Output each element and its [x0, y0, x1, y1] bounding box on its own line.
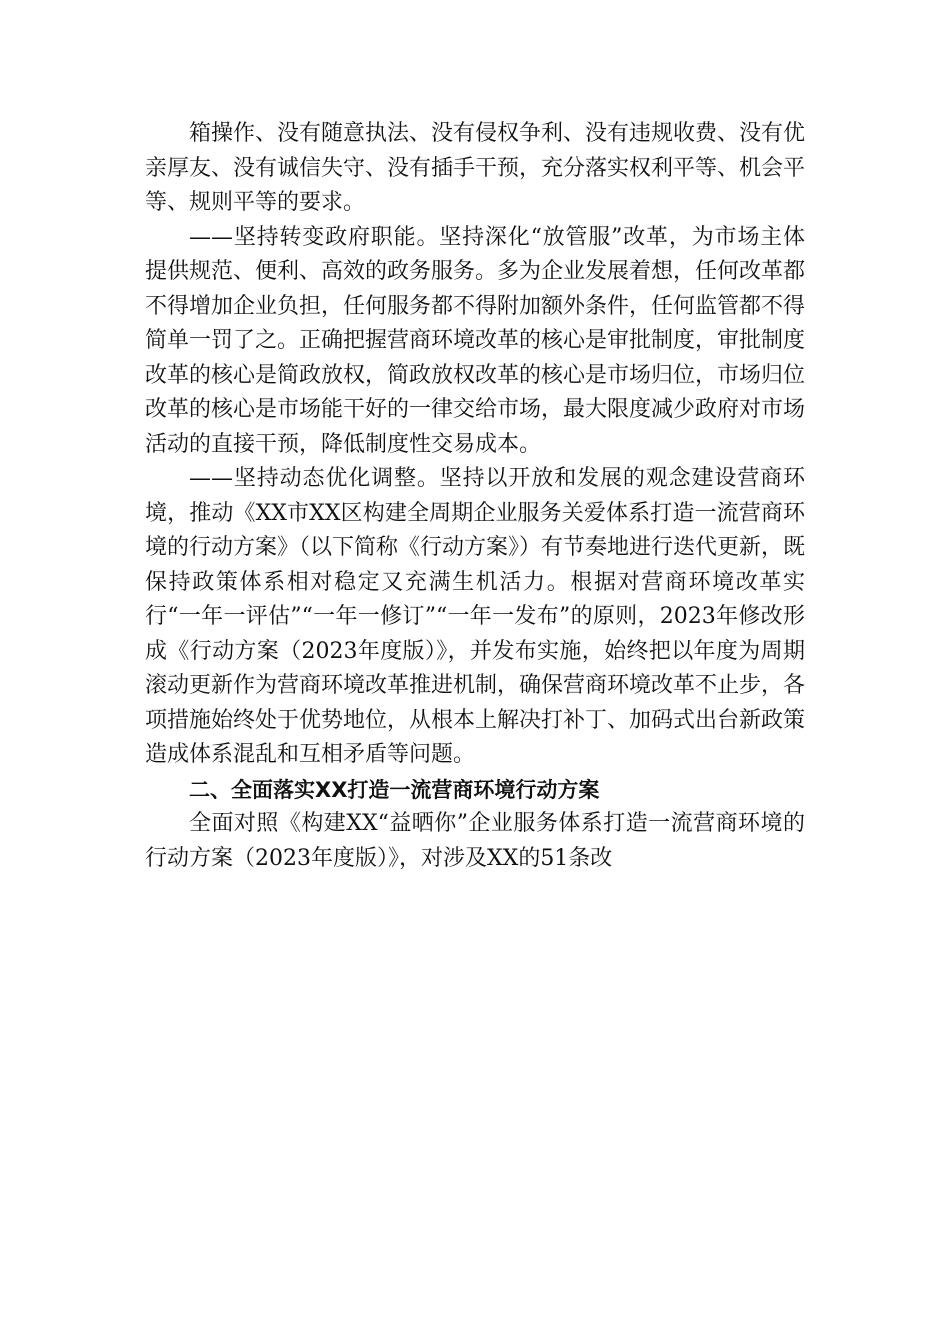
paragraph-fair-competition: 箱操作、没有随意执法、没有侵权争利、没有违规收费、没有优亲厚友、没有诚信失守、没有插手干预，充分落实权利平等、机会平等、规则平等的要求。 — [145, 121, 806, 215]
paragraph-government-functions: ——坚持转变政府职能。坚持深化“放管服”改革，为市场主体提供规范、便利、高效的政务服务。多为企业发展着想，任何改革都不得增加企业负担，任何服务都不得附加额外条件，任何监管都不得简单一罚了之。正确把握营商环境改革的核心是审批制度，审批制度改革的核心是简政放权，简政放权改革的核心是市场归位，市场归位改革的核心是市场能干好的一律交给市场，最大限度减少政府对市场活动的直接干预，降低制度性交易成本。 — [145, 224, 806, 457]
section-heading: 二、全面落实XX打造一流营商环境行动方案 — [189, 777, 600, 802]
paragraph-dynamic-optimization: ——坚持动态优化调整。坚持以开放和发展的观念建设营商环境，推动《XX市XX区构建全周期企业服务关爱体系打造一流营商环境的行动方案》（以下简称《行动方案》）有节奏地进行迭代更新，既保持政策体系相对稳定又充满生机活力。根据对营商环境改革实行“一年一评估”“一年一修订”“一年一发布”的原则，2023年修改形成《行动方案（2023年度版）》，并发布实施，始终把以年度为周期滚动更新作为营商环境改革推进机制，确保营商环境改革不止步，各项措施始终处于优势地位，从根本上解决打补丁、加码式出台新政策造成体系混乱和互相矛盾等问题。 — [145, 466, 806, 767]
paragraph-action-plan: 全面对照《构建XX“益晒你”企业服务体系打造一流营商环境的行动方案（2023年度版）》，对涉及XX的51条改 — [145, 811, 805, 871]
document-body — [145, 117, 805, 876]
